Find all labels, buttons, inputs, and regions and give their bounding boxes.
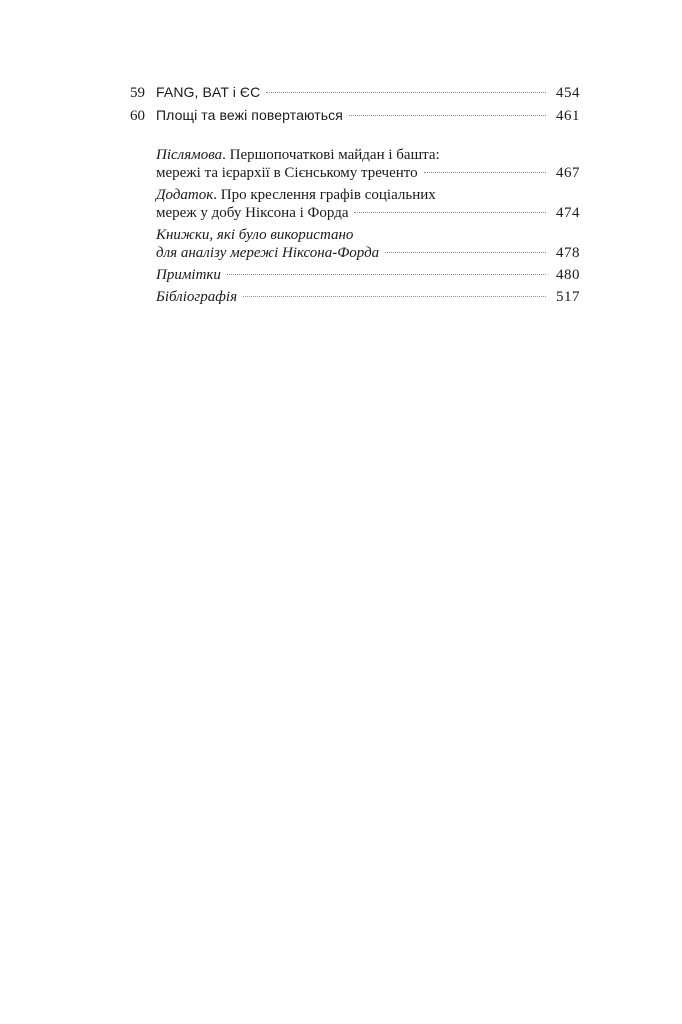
chapter-number: 59 <box>130 85 145 101</box>
page-number: 467 <box>556 165 580 181</box>
entry-body <box>156 105 580 126</box>
books-line1: Книжки, які було використано <box>156 227 354 243</box>
page-number: 454 <box>556 85 580 101</box>
toc-entry-appendix[interactable] <box>156 186 580 222</box>
toc-entry-books-used[interactable] <box>156 226 580 262</box>
entry-line <box>156 164 580 182</box>
appendix-title-line1: . Про креслення графів соціальних <box>213 187 436 203</box>
afterword-title-line2: мережі та ієрархії в Сієнському треченто <box>156 165 418 181</box>
afterword-label: Післямова <box>156 147 223 163</box>
entry-line <box>156 146 580 164</box>
entry-body <box>156 82 580 103</box>
entry-text <box>156 146 440 164</box>
dot-leader <box>349 115 546 116</box>
page-number: 480 <box>556 267 580 283</box>
notes-label: Примітки <box>156 267 221 283</box>
appendix-title-line2: мереж у добу Ніксона і Форда <box>156 205 349 221</box>
chapter-number: 60 <box>130 108 145 124</box>
dot-leader <box>354 212 546 213</box>
afterword-title-line1: . Першопочаткові майдан і башта: <box>222 147 440 163</box>
entry-line <box>156 244 580 262</box>
chapter-title: FANG, BAT і ЄС <box>156 84 261 100</box>
chapter-title: Площі та вежі повертаються <box>156 107 343 123</box>
appendix-label: Додаток <box>156 187 214 203</box>
entry-line <box>156 204 580 222</box>
dot-leader <box>385 252 546 253</box>
page-number: 517 <box>556 289 580 305</box>
back-matter <box>130 146 580 306</box>
dot-leader <box>243 296 546 297</box>
entry-text <box>156 186 436 204</box>
toc-entry-chapter-59[interactable] <box>130 82 580 105</box>
entry-line <box>156 288 580 306</box>
page-number: 478 <box>556 245 580 261</box>
toc-entry-chapter-60[interactable] <box>130 105 580 128</box>
table-of-contents <box>130 82 580 310</box>
page-number: 461 <box>556 108 580 124</box>
dot-leader <box>424 172 546 173</box>
page-number: 474 <box>556 205 580 221</box>
dot-leader <box>227 274 546 275</box>
entry-line <box>156 226 580 244</box>
toc-entry-afterword[interactable] <box>156 146 580 182</box>
bibliography-label: Бібліографія <box>156 289 238 305</box>
books-line2: для аналізу мережі Ніксона-Форда <box>156 245 380 261</box>
dot-leader <box>266 92 546 93</box>
entry-line <box>156 266 580 284</box>
toc-entry-bibliography[interactable] <box>156 288 580 306</box>
toc-entry-notes[interactable] <box>156 266 580 284</box>
entry-line <box>156 186 580 204</box>
